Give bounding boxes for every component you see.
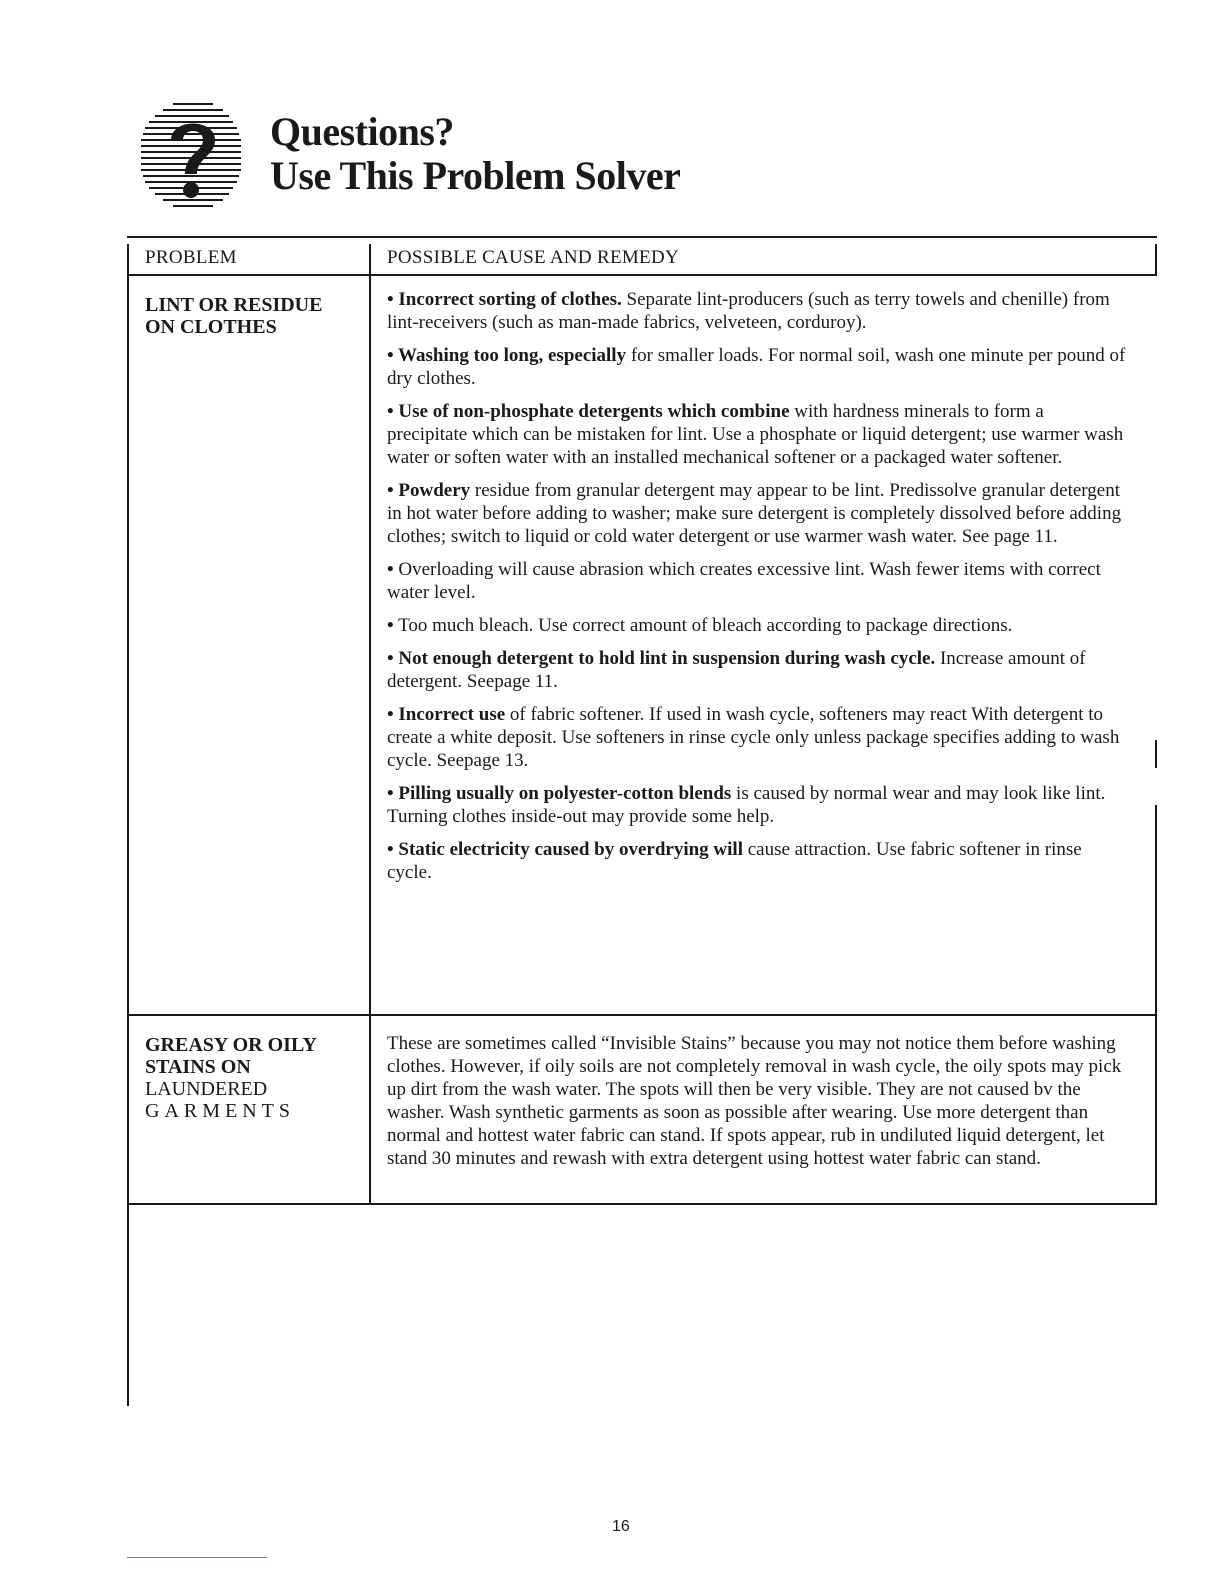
remedy-text: is caused by normal wear and may look like lint. Turning clothes inside-out may provide some help. — [387, 783, 1106, 827]
page-title — [270, 110, 680, 198]
problem-line: STAINS ON — [145, 1056, 251, 1078]
problem-line: LAUNDERED — [145, 1078, 268, 1100]
column-header-problem: PROBLEM — [145, 247, 237, 268]
remedy-item — [387, 400, 1127, 469]
remedy-text: residue from granular detergent may appear to be lint. Predissolve granular detergent in hot water before adding to washer; make sure detergent is completely dissolved before adding clothes; switch to liquid or cold water detergent or use warmer wash water. See page 11. — [387, 480, 1122, 547]
remedy-cause: • Static electricity caused by overdrying will — [387, 839, 743, 860]
remedy-cause: • — [387, 615, 394, 636]
remedy-cause: • Powdery — [387, 480, 471, 501]
table-left-border — [127, 244, 129, 1406]
remedy-text: with hardness minerals to form a precipitate which can be mistaken for lint. Use a phosphate or liquid detergent; use warmer wash water or soften water with an installed mechanical softener or a packaged water softener. — [387, 401, 1124, 468]
remedy-text: for smaller loads. For normal soil, wash one minute per pound of dry clothes. — [387, 345, 1126, 389]
problem-line: GARMENTS — [145, 1100, 296, 1122]
footer-rule — [127, 1557, 267, 1558]
problem-line: ON CLOTHES — [145, 316, 277, 338]
remedy-text: Overloading will cause abrasion which creates excessive lint. Wash fewer items with correct water level. — [387, 559, 1101, 603]
remedy-list-lint — [387, 288, 1127, 894]
remedy-item — [387, 647, 1127, 693]
remedy-cause: • — [387, 559, 394, 580]
remedy-item — [387, 838, 1127, 884]
remedy-cause: • Pilling usually on polyester-cotton blends — [387, 783, 732, 804]
table-top-rule — [127, 236, 1157, 238]
remedy-text: Too much bleach. Use correct amount of bleach according to package directions. — [393, 615, 1013, 636]
remedy-cause: • Incorrect use — [387, 704, 506, 725]
remedy-cause: • Washing too long, especially — [387, 345, 627, 366]
page-number: 16 — [612, 1518, 630, 1535]
remedy-item — [387, 288, 1127, 334]
remedy-item — [387, 558, 1127, 604]
question-mark-icon — [133, 98, 253, 218]
remedy-text: of fabric softener. If used in wash cycle, softeners may react With detergent to create a white deposit. Use softeners in rinse cycle only unless package specifies adding to wash cycle. Seepage 13. — [387, 704, 1120, 771]
problem-lint-residue — [145, 294, 322, 338]
remedy-item — [387, 344, 1127, 390]
remedy-cause: • Not enough detergent to hold lint in suspension during wash cycle. — [387, 648, 936, 669]
remedy-item — [387, 782, 1127, 828]
table-header-rule — [127, 274, 1157, 276]
table-bottom-rule — [127, 1203, 1157, 1205]
remedy-item — [387, 703, 1127, 772]
table-right-border-top — [1155, 244, 1157, 274]
remedy-greasy-stains: These are sometimes called “Invisible Stains” because you may not notice them before washing clothes. However, if oily soils are not completely removal in wash cycle, the oily spots may pick up dirt from the wash water. The spots will then be very visible. They are not caused bv the washer. Wash synthetic garments as soon as possible after wearing. Use more detergent than normal and hottest water fabric can stand. If spots appear, rub in undiluted liquid detergent, let stand 30 minutes and rewash with extra detergent using hottest water fabric can stand. — [387, 1033, 1122, 1169]
title-line-2: Use This Problem Solver — [270, 153, 681, 198]
column-header-remedy: POSSIBLE CAUSE AND REMEDY — [387, 247, 680, 268]
title-line-1: Questions? — [270, 109, 454, 154]
remedy-text: Increase amount of detergent. Seepage 11. — [387, 648, 1086, 692]
problem-line: GREASY OR OILY — [145, 1034, 317, 1056]
remedy-text: Separate lint-producers (such as terry towels and chenille) from lint-receivers (such as man-made fabrics, velveteen, corduroy). — [387, 289, 1110, 333]
table-column-divider — [369, 244, 371, 1204]
table-row-rule — [127, 1014, 1157, 1016]
remedy-item — [387, 614, 1127, 637]
problem-greasy-stains — [145, 1034, 317, 1122]
table-right-border-bottom — [1155, 805, 1157, 1205]
problem-line: LINT OR RESIDUE — [145, 294, 323, 316]
remedy-item — [387, 479, 1127, 548]
remedy-cause: • Incorrect sorting of clothes. — [387, 289, 622, 310]
remedy-cause: • Use of non-phosphate detergents which combine — [387, 401, 790, 422]
remedy-text: cause attraction. Use fabric softener in rinse cycle. — [387, 839, 1082, 883]
table-right-border-mid — [1155, 740, 1157, 768]
